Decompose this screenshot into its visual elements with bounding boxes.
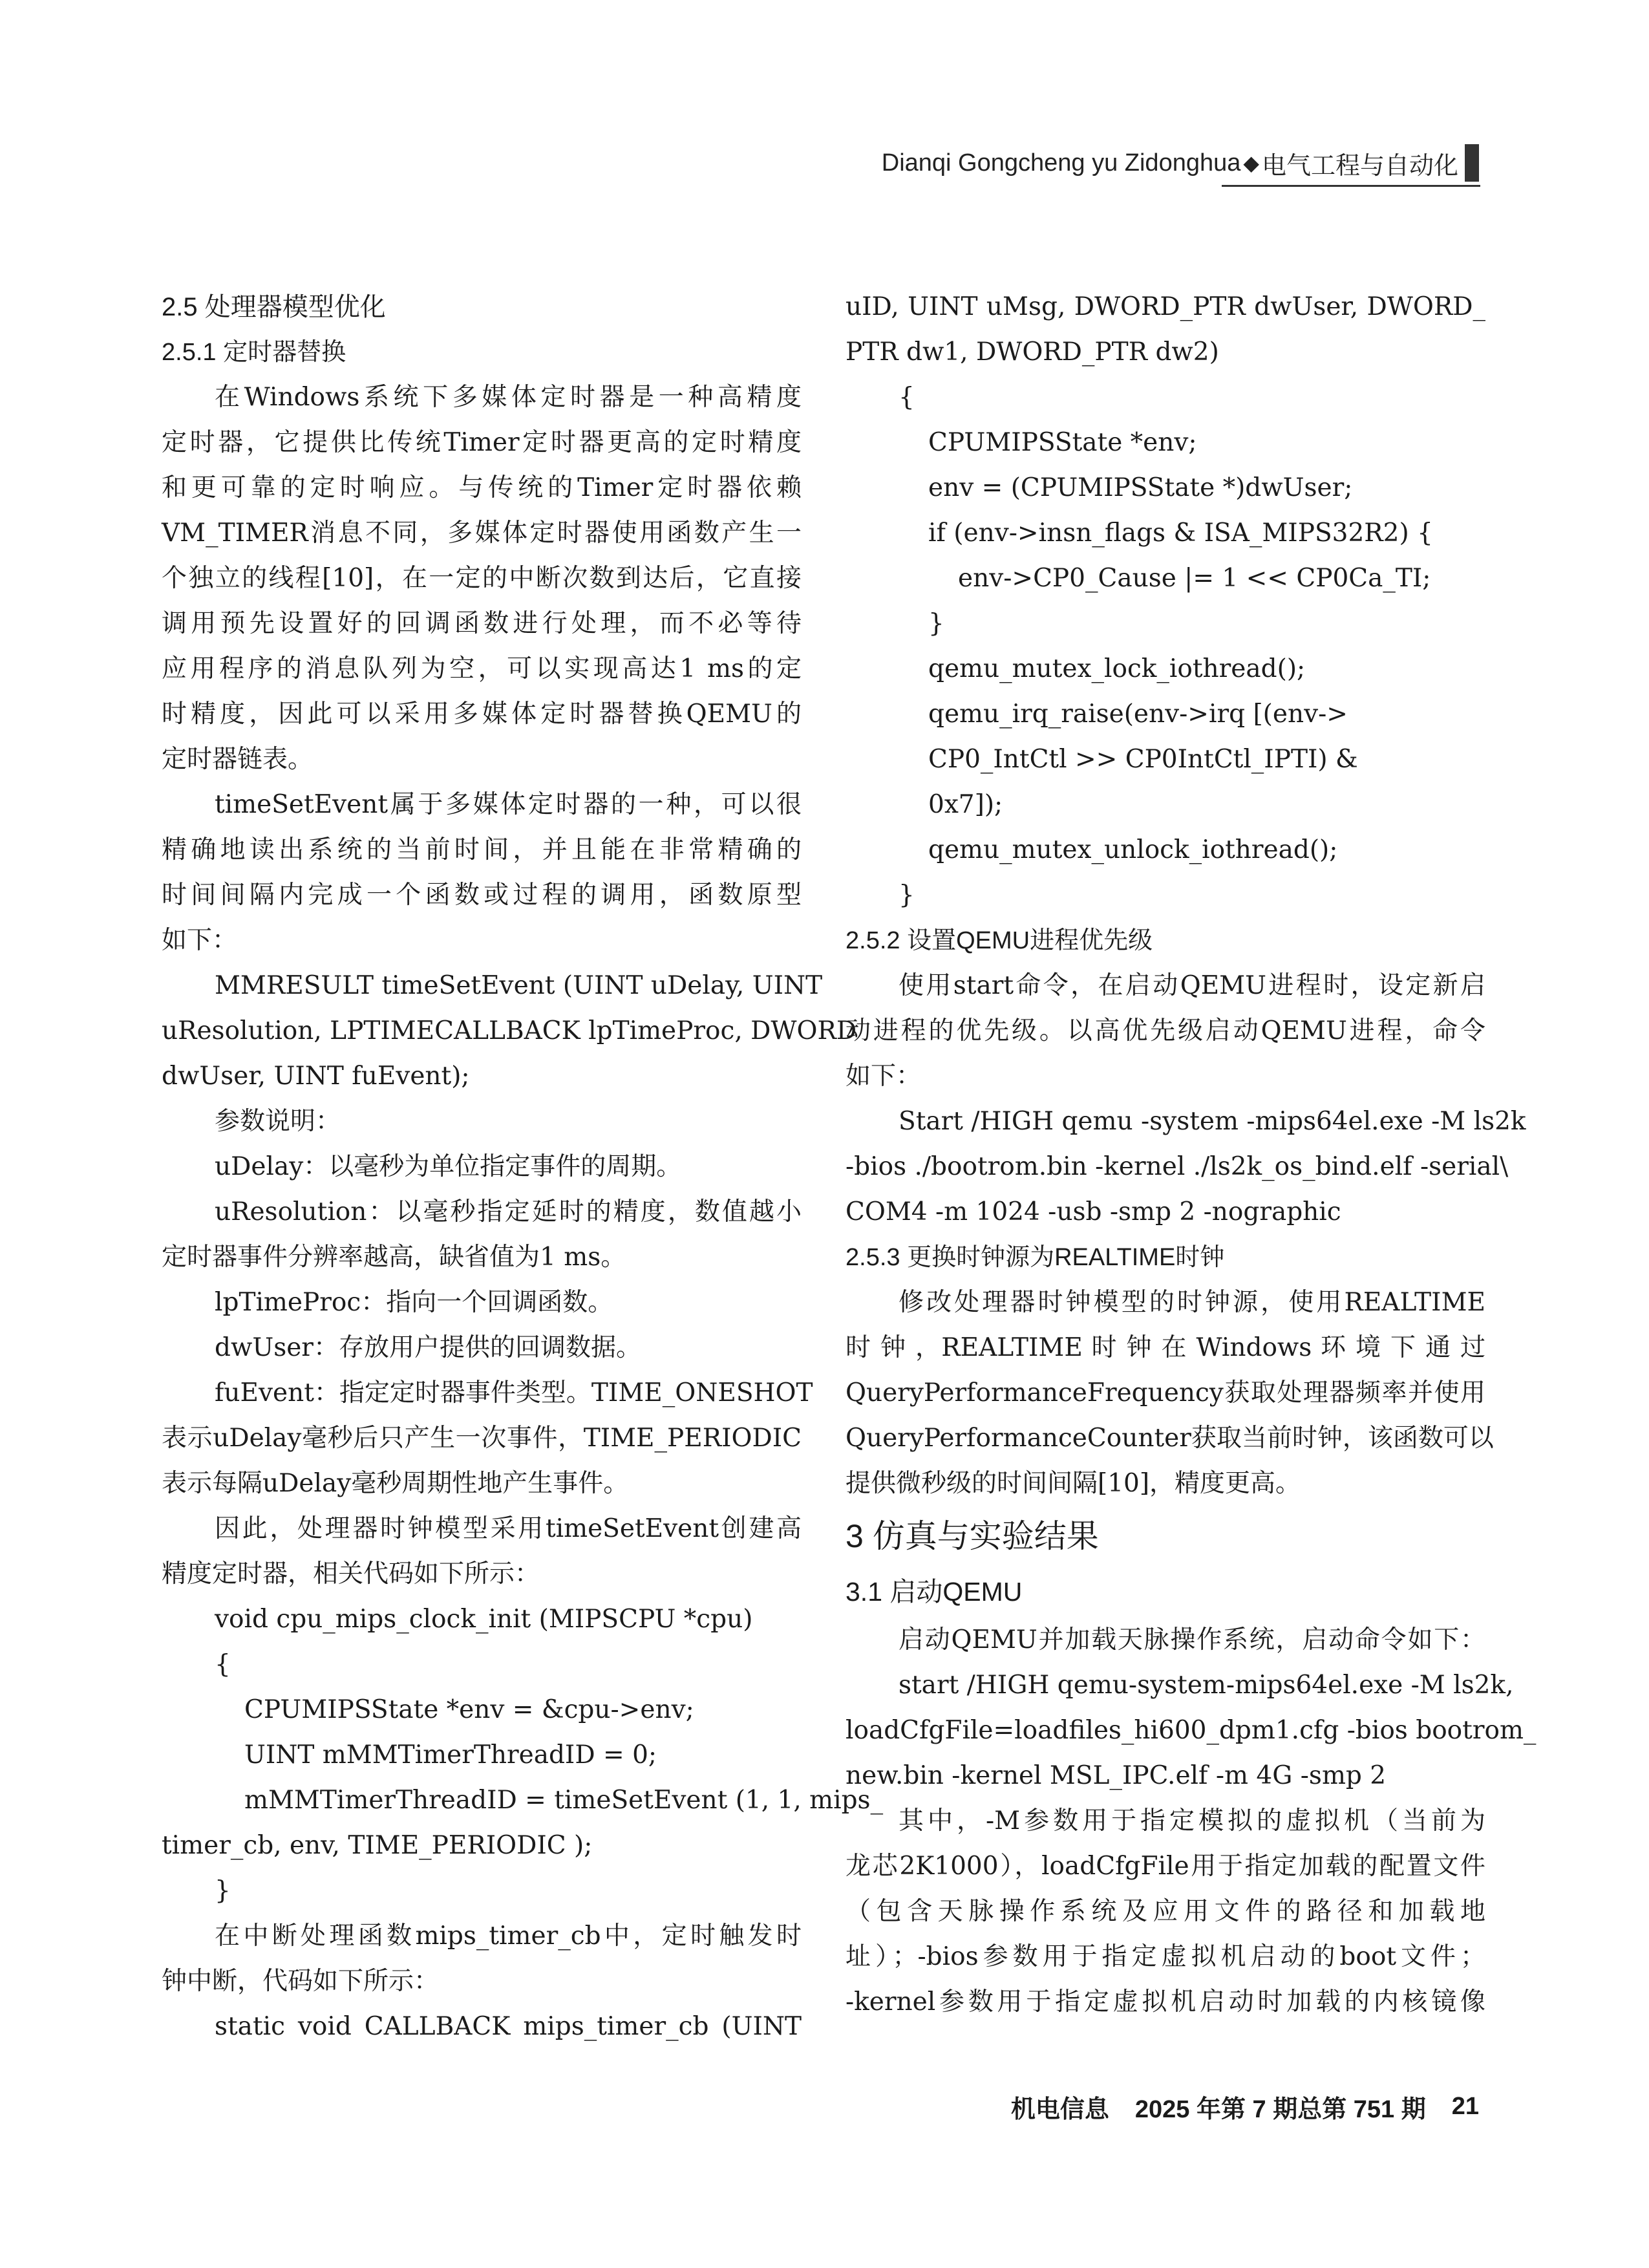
text-line: timer_cb, env, TIME_PERIODIC ); (162, 1831, 593, 1860)
code-line: { (899, 383, 915, 412)
page-footer (776, 2087, 1479, 2126)
code-line: static void CALLBACK mips_timer_cb (UINT (215, 2012, 802, 2041)
code-line: CPUMIPSState *env; (928, 428, 1197, 457)
text-line: 修改处理器时钟模型的时钟源，使用REALTIME (899, 1288, 1485, 1317)
section-heading: 3.1 启动QEMU (846, 1577, 1023, 1607)
text-line: MMRESULT timeSetEvent (UINT uDelay, UINT (215, 971, 823, 1000)
text-line: 和更可靠的定时响应。与传统的Timer定时器依赖 (162, 473, 802, 502)
text-line: 个独立的线程[10]，在一定的中断次数到达后，它直接 (162, 564, 802, 593)
header-pinyin: Dianqi Gongcheng yu Zidonghua (881, 149, 1241, 177)
text-line: 精确地读出系统的当前时间，并且能在非常精确的 (162, 835, 802, 864)
code-line: env = (CPUMIPSState *)dwUser; (928, 473, 1353, 502)
text-line: start /HIGH qemu-system-mips64el.exe -M ls2k, (899, 1671, 1514, 1700)
code-line: void cpu_mips_clock_init (MIPSCPU *cpu) (215, 1605, 753, 1634)
code-line: mMMTimerThreadID = timeSetEvent (1, 1, mips_ (244, 1786, 884, 1815)
header-bar-icon (1465, 144, 1479, 182)
header-rule (1222, 185, 1480, 187)
code-line: } (928, 609, 944, 638)
code-line: if (env->insn_flags & ISA_MIPS32R2) { (928, 519, 1433, 548)
text-line: 时间间隔内完成一个函数或过程的调用，函数原型 (162, 881, 802, 910)
text-line: 启动QEMU并加载天脉操作系统，启动命令如下： (899, 1625, 1485, 1654)
text-line: 时精度，因此可以采用多媒体定时器替换QEMU的 (162, 700, 802, 729)
text-line: 提供微秒级的时间间隔[10]，精度更高。 (846, 1469, 1301, 1498)
text-line: 参数说明： (215, 1107, 341, 1136)
text-line: new.bin -kernel MSL_IPC.elf -m 4G -smp 2 (846, 1761, 1387, 1790)
text-line: 龙芯2K1000），loadCfgFile用于指定加载的配置文件 (846, 1852, 1485, 1881)
subsection-heading: 2.5.3 更换时钟源为REALTIME时钟 (846, 1244, 1225, 1271)
code-line: } (215, 1876, 231, 1905)
section-heading: 2.5 处理器模型优化 (162, 293, 386, 321)
code-line: UINT mMMTimerThreadID = 0; (244, 1740, 657, 1770)
left-column (162, 284, 884, 2049)
text-line: 如下： (846, 1062, 922, 1091)
footer-page-number: 21 (1451, 2092, 1479, 2120)
text-line: VM_TIMER消息不同，多媒体定时器使用函数产生一 (162, 519, 802, 548)
code-line: qemu_mutex_unlock_iothread(); (928, 835, 1338, 864)
text-line: 如下： (162, 926, 238, 955)
text-line: dwUser, UINT fuEvent); (162, 1062, 470, 1091)
code-line: 0x7]); (928, 790, 1003, 819)
text-line: 应用程序的消息队列为空，可以实现高达1 ms的定 (162, 654, 802, 683)
code-line: qemu_mutex_lock_iothread(); (928, 654, 1306, 683)
code-line: } (899, 881, 915, 910)
text-line: Start /HIGH qemu -system -mips64el.exe -M ls2k (899, 1107, 1526, 1136)
text-line: uDelay：以毫秒为单位指定事件的周期。 (215, 1152, 682, 1181)
text-line: -bios ./bootrom.bin -kernel ./ls2k_os_bind.elf -serial\ (846, 1152, 1509, 1181)
text-line: fuEvent：指定定时器事件类型。TIME_ONESHOT (215, 1378, 813, 1407)
text-line: lpTimeProc：指向一个回调函数。 (215, 1288, 613, 1317)
text-line: uResolution：以毫秒指定延时的精度，数值越小 (215, 1197, 802, 1226)
running-header (840, 144, 1479, 182)
code-line: CP0_IntCtl >> CP0IntCtl_IPTI) & (928, 745, 1358, 774)
code-line: { (215, 1650, 231, 1679)
text-line: 址）；-bios参数用于指定虚拟机启动的boot文件； (846, 1942, 1485, 1971)
subsection-heading: 2.5.2 设置QEMU进程优先级 (846, 927, 1153, 954)
text-line: loadCfgFile=loadfiles_hi600_dpm1.cfg -bios bootrom_ (846, 1716, 1537, 1745)
subsection-heading: 2.5.1 定时器替换 (162, 339, 346, 366)
code-line: CPUMIPSState *env = &cpu->env; (244, 1695, 694, 1724)
text-line: PTR dw1, DWORD_PTR dw2) (846, 337, 1219, 367)
text-line: （包含天脉操作系统及应用文件的路径和加载地 (846, 1897, 1485, 1926)
text-line: 钟中断，代码如下所示： (162, 1967, 440, 1996)
header-title: 电气工程与自动化 (1261, 152, 1458, 180)
text-line: uID, UINT uMsg, DWORD_PTR dwUser, DWORD_ (846, 292, 1485, 321)
text-line: 表示每隔uDelay毫秒周期性地产生事件。 (162, 1469, 629, 1498)
text-line: timeSetEvent属于多媒体定时器的一种，可以很 (215, 790, 802, 819)
text-line: 动进程的优先级。以高优先级启动QEMU进程，命令 (846, 1016, 1485, 1045)
code-line: qemu_irq_raise(env->irq [(env-> (928, 700, 1348, 729)
text-line: 使用start命令，在启动QEMU进程时，设定新启 (899, 971, 1485, 1000)
footer-journal: 机电信息 (1010, 2095, 1109, 2123)
footer-issue: 2025 年第 7 期总第 751 期 (1134, 2095, 1426, 2123)
diamond-icon: ◆ (1243, 151, 1259, 175)
text-line: 表示uDelay毫秒后只产生一次事件，TIME_PERIODIC (162, 1424, 802, 1453)
text-line: 时 钟 ，REALTIME 时 钟 在 Windows 环 境 下 通 过 (846, 1333, 1485, 1362)
text-line: 定时器链表。 (162, 745, 314, 774)
text-line: dwUser：存放用户提供的回调数据。 (215, 1333, 641, 1362)
text-line: 其中，-M参数用于指定模拟的虚拟机（当前为 (899, 1806, 1485, 1835)
text-line: 因此，处理器时钟模型采用timeSetEvent创建高 (215, 1514, 802, 1543)
text-line: 精度定时器，相关代码如下所示： (162, 1559, 540, 1589)
text-line: COM4 -m 1024 -usb -smp 2 -nographic (846, 1197, 1341, 1226)
section-heading: 3 仿真与实验结果 (846, 1518, 1099, 1554)
text-line: 在中断处理函数mips_timer_cb中，定时触发时 (215, 1921, 802, 1951)
text-line: QueryPerformanceCounter获取当前时钟，该函数可以 (846, 1424, 1494, 1453)
right-column (846, 284, 1537, 2025)
text-line: -kernel参数用于指定虚拟机启动时加载的内核镜像 (846, 1987, 1485, 2017)
text-line: 定时器，它提供比传统Timer定时器更高的定时精度 (162, 428, 802, 457)
text-line: 调用预先设置好的回调函数进行处理，而不必等待 (162, 609, 802, 638)
text-line: uResolution, LPTIMECALLBACK lpTimeProc, DWORD (162, 1016, 857, 1045)
code-line: env->CP0_Cause |= 1 << CP0Ca_TI; (958, 564, 1431, 593)
text-line: 定时器事件分辨率越高，缺省值为1 ms。 (162, 1243, 626, 1272)
text-line: 在Windows系统下多媒体定时器是一种高精度 (215, 383, 802, 412)
text-line: QueryPerformanceFrequency获取处理器频率并使用 (846, 1378, 1485, 1407)
